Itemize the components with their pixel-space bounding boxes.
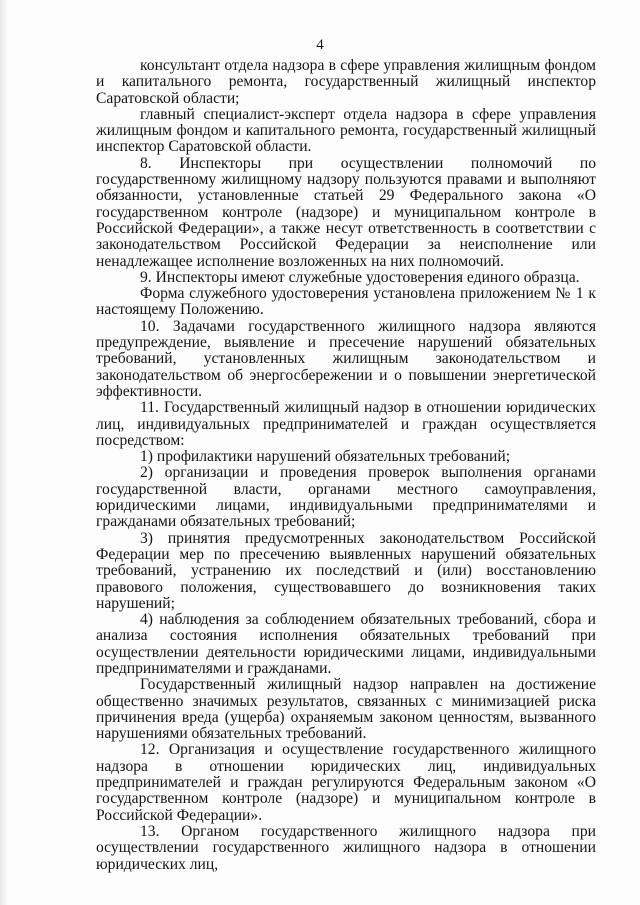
scan-edge-shadow — [0, 0, 8, 905]
document-body — [96, 58, 596, 873]
list-item-3-measures: 3) принятия предусмотренных законодательством Российской Федерации мер по пресечению выявленных нарушений обязательных требований, устранению их последствий и (или) восстановлению правового положения, существовавшего до возникновения таких нарушений; — [96, 529, 596, 612]
list-item-4-observation: 4) наблюдения за соблюдением обязательных требований, сбора и анализа состояния исполнения обязательных требований при осуществлении деятельности юридическими лицами, индивидуальными предпринимателями и гражданами. — [96, 611, 596, 677]
paragraph-10-tasks: 10. Задачами государственного жилищного надзора являются предупреждение, выявление и пресечение нарушений обязательных требований, установленных жилищным законодательством и законодательством об энергосбережении и о повышении энергетической эффективности. — [96, 317, 596, 400]
paragraph-certificate-form: Форма служебного удостоверения установлена приложением № 1 к настоящему Положению. — [96, 285, 596, 319]
paragraph-supervision-goal: Государственный жилищный надзор направлен на достижение общественно значимых результатов, связанных с минимизацией риска причинения вреда (ущерба) охраняемым законом ценностям, вызванного нарушениями обязательных требований. — [96, 676, 596, 743]
paragraph-11-supervision-means: 11. Государственный жилищный надзор в отношении юридических лиц, индивидуальных предпринимателей и граждан осуществляется посредством: — [96, 399, 596, 449]
page-number: 4 — [316, 37, 324, 53]
paragraph-9-certificates: 9. Инспекторы имеют служебные удостоверения единого образца. — [140, 268, 580, 286]
paragraph-8-inspector-rights: 8. Инспекторы при осуществлении полномочий по государственному жилищному надзору пользуются правами и выполняют обязанности, установленные статьей 29 Федерального закона «О государственном контроле (надзоре) и муниципальном контроле в Российской Федерации», а также несут ответственность в соответствии с законодательством Российской Федерации за неисполнение или ненадлежащее исполнение возложенных на них полномочий. — [96, 154, 596, 270]
list-item-1-prevention: 1) профилактики нарушений обязательных требований; — [140, 448, 511, 466]
paragraph-13-authority: 13. Органом государственного жилищного надзора при осуществлении государственного жилищного надзора в отношении юридических лиц, — [96, 822, 596, 873]
paragraph-12-organization: 12. Организация и осуществление государственного жилищного надзора в отношении юридических лиц, индивидуальных предпринимателей и граждан регулируются Федеральным законом «О государственном контроле (надзоре) и муниципальном контроле в Российской Федерации». — [96, 741, 596, 824]
paragraph-inspector-chief-specialist: главный специалист-эксперт отдела надзора в сфере управления жилищным фондом и капитального ремонта, государственный жилищный инспектор Саратовской области. — [96, 105, 596, 156]
paragraph-inspector-consultant: консультант отдела надзора в сфере управления жилищным фондом и капитального ремонта, государственный жилищный инспектор Саратовской области; — [96, 57, 596, 107]
list-item-2-inspections: 2) организации и проведения проверок выполнения органами государственной власти, органами местного самоуправления, юридическими лицами, индивидуальными предпринимателями и гражданами обязательных требований; — [96, 464, 596, 531]
